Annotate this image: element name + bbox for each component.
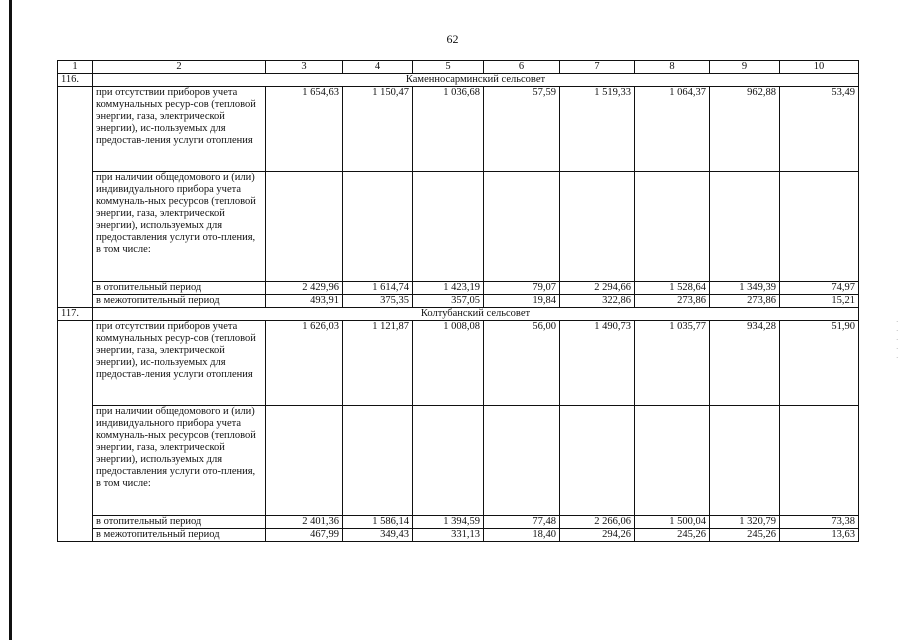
row-label: в межотопительный период [93, 529, 266, 542]
value-cell [266, 172, 343, 282]
value-cell: 1 121,87 [343, 321, 413, 406]
value-cell [635, 172, 710, 282]
value-cell: 2 266,06 [560, 516, 635, 529]
index-spacer [58, 87, 93, 308]
section-index: 116. [58, 74, 93, 87]
value-cell [343, 406, 413, 516]
section-index: 117. [58, 308, 93, 321]
row-label: при отсутствии приборов учета коммунальных ресур-сов (тепловой энергии, газа, электрической энергии), ис-пользуемых для предостав-ления услуги отопления [93, 87, 266, 172]
value-cell: 1 036,68 [413, 87, 484, 172]
value-cell: 357,05 [413, 295, 484, 308]
value-cell: 73,38 [780, 516, 859, 529]
value-cell: 57,59 [484, 87, 560, 172]
value-cell: 1 500,04 [635, 516, 710, 529]
value-cell: 2 429,96 [266, 282, 343, 295]
header-cell: 2 [93, 61, 266, 74]
value-cell: 1 035,77 [635, 321, 710, 406]
value-cell: 322,86 [560, 295, 635, 308]
tariff-table [57, 60, 859, 542]
margin-marks: · · · · · [896, 318, 899, 362]
header-cell: 6 [484, 61, 560, 74]
header-cell: 8 [635, 61, 710, 74]
header-cell: 9 [710, 61, 780, 74]
value-cell: 1 528,64 [635, 282, 710, 295]
value-cell [560, 406, 635, 516]
header-row [58, 61, 859, 74]
value-cell [343, 172, 413, 282]
left-binding-edge [9, 0, 12, 640]
header-cell: 10 [780, 61, 859, 74]
value-cell: 56,00 [484, 321, 560, 406]
index-spacer [58, 321, 93, 542]
value-cell [710, 172, 780, 282]
value-cell: 15,21 [780, 295, 859, 308]
header-cell: 1 [58, 61, 93, 74]
value-cell: 1 423,19 [413, 282, 484, 295]
table-row [58, 282, 859, 295]
section-title: Колтубанский сельсовет [93, 308, 859, 321]
value-cell: 51,90 [780, 321, 859, 406]
section-title-row [58, 308, 859, 321]
value-cell: 962,88 [710, 87, 780, 172]
value-cell: 1 626,03 [266, 321, 343, 406]
value-cell: 1 614,74 [343, 282, 413, 295]
value-cell: 349,43 [343, 529, 413, 542]
section-title: Каменносарминский сельсовет [93, 74, 859, 87]
value-cell [484, 406, 560, 516]
value-cell: 1 150,47 [343, 87, 413, 172]
row-label: при отсутствии приборов учета коммунальных ресур-сов (тепловой энергии, газа, электрической энергии), ис-пользуемых для предостав-ления услуги отопления [93, 321, 266, 406]
value-cell: 934,28 [710, 321, 780, 406]
value-cell: 1 008,08 [413, 321, 484, 406]
value-cell: 1 586,14 [343, 516, 413, 529]
value-cell [413, 406, 484, 516]
value-cell: 2 294,66 [560, 282, 635, 295]
table-row [58, 87, 859, 172]
value-cell: 53,49 [780, 87, 859, 172]
header-cell: 4 [343, 61, 413, 74]
value-cell: 245,26 [710, 529, 780, 542]
row-label: в межотопительный период [93, 295, 266, 308]
value-cell: 273,86 [635, 295, 710, 308]
page-number: 62 [446, 32, 459, 46]
value-cell [266, 406, 343, 516]
value-cell: 331,13 [413, 529, 484, 542]
value-cell: 1 320,79 [710, 516, 780, 529]
value-cell: 77,48 [484, 516, 560, 529]
table-row [58, 406, 859, 516]
value-cell: 13,63 [780, 529, 859, 542]
value-cell: 1 654,63 [266, 87, 343, 172]
table-row [58, 321, 859, 406]
value-cell [635, 406, 710, 516]
value-cell: 79,07 [484, 282, 560, 295]
value-cell: 1 394,59 [413, 516, 484, 529]
value-cell [780, 172, 859, 282]
table-row [58, 172, 859, 282]
value-cell [710, 406, 780, 516]
value-cell: 273,86 [710, 295, 780, 308]
header-cell: 7 [560, 61, 635, 74]
value-cell: 245,26 [635, 529, 710, 542]
section-title-row [58, 74, 859, 87]
value-cell: 1 064,37 [635, 87, 710, 172]
row-label: в отопительный период [93, 282, 266, 295]
row-label: при наличии общедомового и (или) индивидуального прибора учета коммуналь-ных ресурсов (тепловой энергии, газа, электрической энергии), используемых для предоставления услуги ото-пления, в том числе: [93, 406, 266, 516]
value-cell: 1 349,39 [710, 282, 780, 295]
value-cell: 19,84 [484, 295, 560, 308]
table-row [58, 516, 859, 529]
value-cell: 375,35 [343, 295, 413, 308]
value-cell: 294,26 [560, 529, 635, 542]
value-cell: 2 401,36 [266, 516, 343, 529]
value-cell: 467,99 [266, 529, 343, 542]
table-row [58, 529, 859, 542]
header-cell: 3 [266, 61, 343, 74]
value-cell: 1 490,73 [560, 321, 635, 406]
value-cell [484, 172, 560, 282]
value-cell: 1 519,33 [560, 87, 635, 172]
value-cell: 493,91 [266, 295, 343, 308]
value-cell [413, 172, 484, 282]
value-cell [560, 172, 635, 282]
value-cell: 18,40 [484, 529, 560, 542]
value-cell: 74,97 [780, 282, 859, 295]
row-label: в отопительный период [93, 516, 266, 529]
value-cell [780, 406, 859, 516]
table-row [58, 295, 859, 308]
header-cell: 5 [413, 61, 484, 74]
row-label: при наличии общедомового и (или) индивидуального прибора учета коммуналь-ных ресурсов (тепловой энергии, газа, электрической энергии), используемых для предоставления услуги ото-пления, в том числе: [93, 172, 266, 282]
